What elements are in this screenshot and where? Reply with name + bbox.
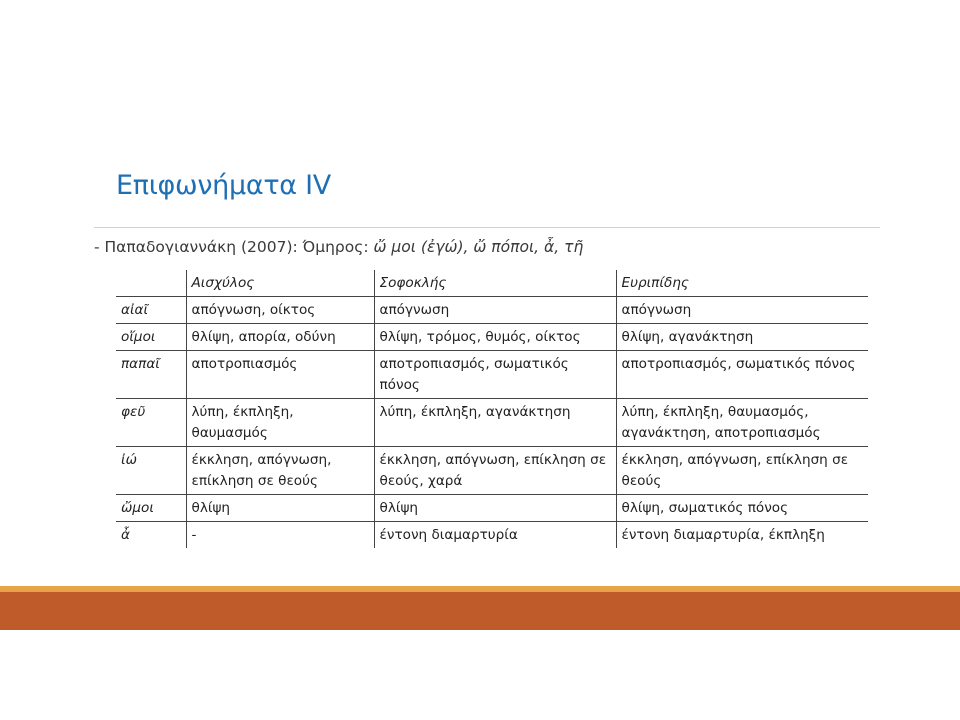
interjection-cell: αἰαῖ	[116, 297, 186, 324]
header-sophocles: Σοφοκλής	[374, 270, 616, 297]
table-header-row	[116, 270, 868, 297]
interjection-cell: ὤμοι	[116, 495, 186, 522]
table-row	[116, 324, 868, 351]
interjection-cell: οἴμοι	[116, 324, 186, 351]
euripides-cell: απόγνωση	[616, 297, 868, 324]
interjection-cell: παπαῖ	[116, 351, 186, 399]
interjection-cell: φεῦ	[116, 399, 186, 447]
interjection-cell: ἰώ	[116, 447, 186, 495]
aeschylus-cell: έκκληση, απόγνωση, επίκληση σε θεούς	[186, 447, 374, 495]
sophocles-cell: έκκληση, απόγνωση, επίκληση σε θεούς, χαρά	[374, 447, 616, 495]
aeschylus-cell: θλίψη, απορία, οδύνη	[186, 324, 374, 351]
header-euripides: Ευριπίδης	[616, 270, 868, 297]
sophocles-cell: λύπη, έκπληξη, αγανάκτηση	[374, 399, 616, 447]
aeschylus-cell: -	[186, 522, 374, 549]
footer-band	[0, 592, 960, 630]
table-row	[116, 447, 868, 495]
euripides-cell: αποτροπιασμός, σωματικός πόνος	[616, 351, 868, 399]
header-interjection	[116, 270, 186, 297]
aeschylus-cell: αποτροπιασμός	[186, 351, 374, 399]
interjection-cell: ἆ	[116, 522, 186, 549]
table-row	[116, 399, 868, 447]
sophocles-cell: απόγνωση	[374, 297, 616, 324]
title-divider	[94, 227, 880, 228]
euripides-cell: λύπη, έκπληξη, θαυμασμός, αγανάκτηση, αποτροπιασμός	[616, 399, 868, 447]
euripides-cell: θλίψη, σωματικός πόνος	[616, 495, 868, 522]
header-aeschylus: Αισχύλος	[186, 270, 374, 297]
table-row	[116, 522, 868, 549]
euripides-cell: έκκληση, απόγνωση, επίκληση σε θεούς	[616, 447, 868, 495]
table-row	[116, 351, 868, 399]
euripides-cell: θλίψη, αγανάκτηση	[616, 324, 868, 351]
sophocles-cell: θλίψη	[374, 495, 616, 522]
slide-subtitle	[94, 238, 583, 256]
aeschylus-cell: θλίψη	[186, 495, 374, 522]
subtitle-homer-interjections: ὤ μοι (ἐγώ), ὤ πόποι, ἆ, τῆ	[373, 238, 584, 256]
sophocles-cell: θλίψη, τρόμος, θυμός, οίκτος	[374, 324, 616, 351]
interjections-table	[116, 270, 868, 548]
sophocles-cell: έντονη διαμαρτυρία	[374, 522, 616, 549]
aeschylus-cell: απόγνωση, οίκτος	[186, 297, 374, 324]
table-row	[116, 495, 868, 522]
aeschylus-cell: λύπη, έκπληξη, θαυμασμός	[186, 399, 374, 447]
euripides-cell: έντονη διαμαρτυρία, έκπληξη	[621, 527, 825, 543]
subtitle-prefix: - Παπαδογιαννάκη (2007): Όμηρος:	[94, 238, 374, 256]
sophocles-cell: αποτροπιασμός, σωματικός πόνος	[374, 351, 616, 399]
table-row	[116, 297, 868, 324]
slide-title: Επιφωνήματα IV	[116, 170, 331, 201]
